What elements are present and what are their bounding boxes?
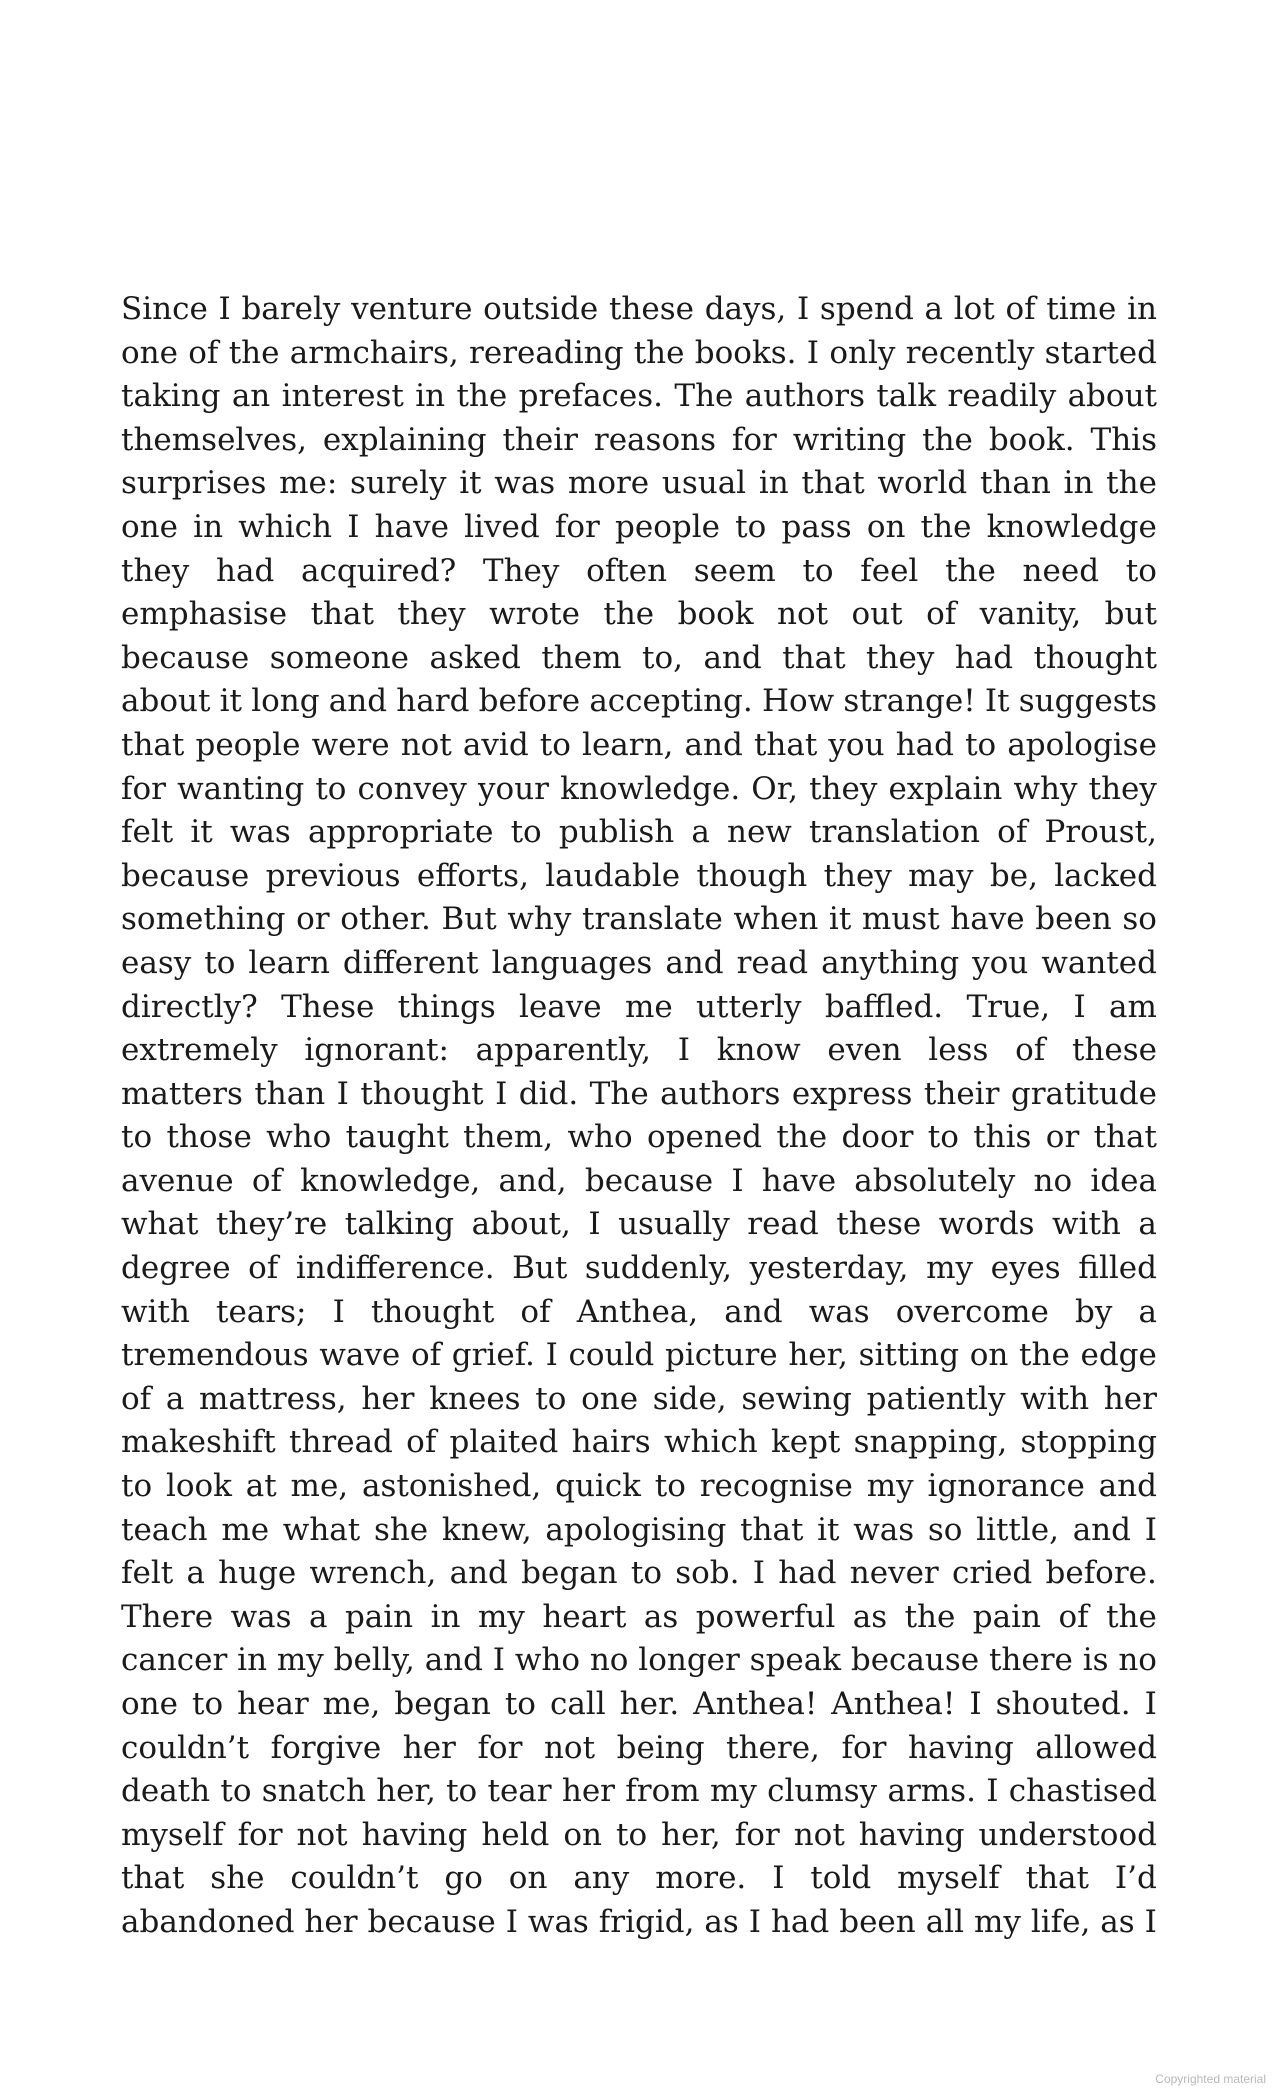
text-line: they had acquired? They often seem to feel the need to bbox=[121, 552, 1157, 589]
text-line: surprises me: surely it was more usual in that world than in the bbox=[121, 465, 1157, 502]
text-line: what they’re talking about, I usually read these words with a bbox=[121, 1206, 1157, 1243]
text-line: that she couldn’t go on any more. I told myself that I’d bbox=[121, 1860, 1157, 1897]
text-line: avenue of knowledge, and, because I have absolutely no idea bbox=[121, 1162, 1157, 1199]
text-line: because previous efforts, laudable though they may be, lacked bbox=[121, 857, 1157, 894]
text-line: for wanting to convey your knowledge. Or, they explain why they bbox=[121, 770, 1157, 807]
text-line: abandoned her because I was frigid, as I had been all my life, as I bbox=[121, 1903, 1157, 1940]
text-line: emphasise that they wrote the book not out of vanity, but bbox=[121, 596, 1157, 633]
text-line: about it long and hard before accepting. How strange! It suggests bbox=[121, 683, 1157, 720]
text-line: cancer in my belly, and I who no longer speak because there is no bbox=[121, 1642, 1157, 1679]
text-line: makeshift thread of plaited hairs which kept snapping, stopping bbox=[121, 1424, 1157, 1461]
copyright-watermark: Copyrighted material bbox=[1155, 2072, 1266, 2086]
text-line: degree of indifference. But suddenly, yesterday, my eyes filled bbox=[121, 1250, 1157, 1287]
text-line: There was a pain in my heart as powerful as the pain of the bbox=[121, 1598, 1157, 1635]
text-line: of a mattress, her knees to one side, sewing patiently with her bbox=[121, 1380, 1157, 1417]
text-line: tremendous wave of grief. I could picture her, sitting on the edge bbox=[121, 1337, 1157, 1374]
text-line: couldn’t forgive her for not being there, for having allowed bbox=[121, 1729, 1157, 1766]
text-line: to those who taught them, who opened the door to this or that bbox=[121, 1119, 1157, 1156]
text-line: death to snatch her, to tear her from my clumsy arms. I chastised bbox=[121, 1773, 1157, 1810]
text-line: with tears; I thought of Anthea, and was overcome by a bbox=[121, 1293, 1157, 1330]
text-line: felt it was appropriate to publish a new translation of Proust, bbox=[121, 814, 1157, 851]
body-text bbox=[121, 288, 1157, 1945]
text-line: myself for not having held on to her, for not having understood bbox=[121, 1816, 1157, 1853]
text-line: taking an interest in the prefaces. The authors talk readily about bbox=[121, 378, 1157, 415]
text-line: themselves, explaining their reasons for writing the book. This bbox=[121, 421, 1157, 458]
text-line: easy to learn different languages and read anything you wanted bbox=[121, 944, 1157, 981]
text-line: because someone asked them to, and that they had thought bbox=[121, 639, 1157, 676]
text-line: extremely ignorant: apparently, I know even less of these bbox=[121, 1032, 1157, 1069]
text-line: that people were not avid to learn, and that you had to apologise bbox=[121, 726, 1157, 763]
text-line: one to hear me, began to call her. Anthea! Anthea! I shouted. I bbox=[121, 1686, 1157, 1722]
text-line: one in which I have lived for people to pass on the knowledge bbox=[121, 508, 1157, 545]
text-line: felt a huge wrench, and began to sob. I had never cried before. bbox=[121, 1555, 1157, 1592]
text-line: one of the armchairs, rereading the books. I only recently started bbox=[121, 334, 1157, 371]
text-line: Since I barely venture outside these days, I spend a lot of time in bbox=[121, 291, 1157, 327]
text-line: directly? These things leave me utterly baffled. True, I am bbox=[121, 988, 1157, 1025]
text-line: something or other. But why translate when it must have been so bbox=[121, 901, 1157, 938]
text-line: matters than I thought I did. The authors express their gratitude bbox=[121, 1075, 1157, 1112]
text-line: to look at me, astonished, quick to recognise my ignorance and bbox=[121, 1468, 1157, 1505]
text-line: teach me what she knew, apologising that it was so little, and I bbox=[121, 1511, 1157, 1548]
